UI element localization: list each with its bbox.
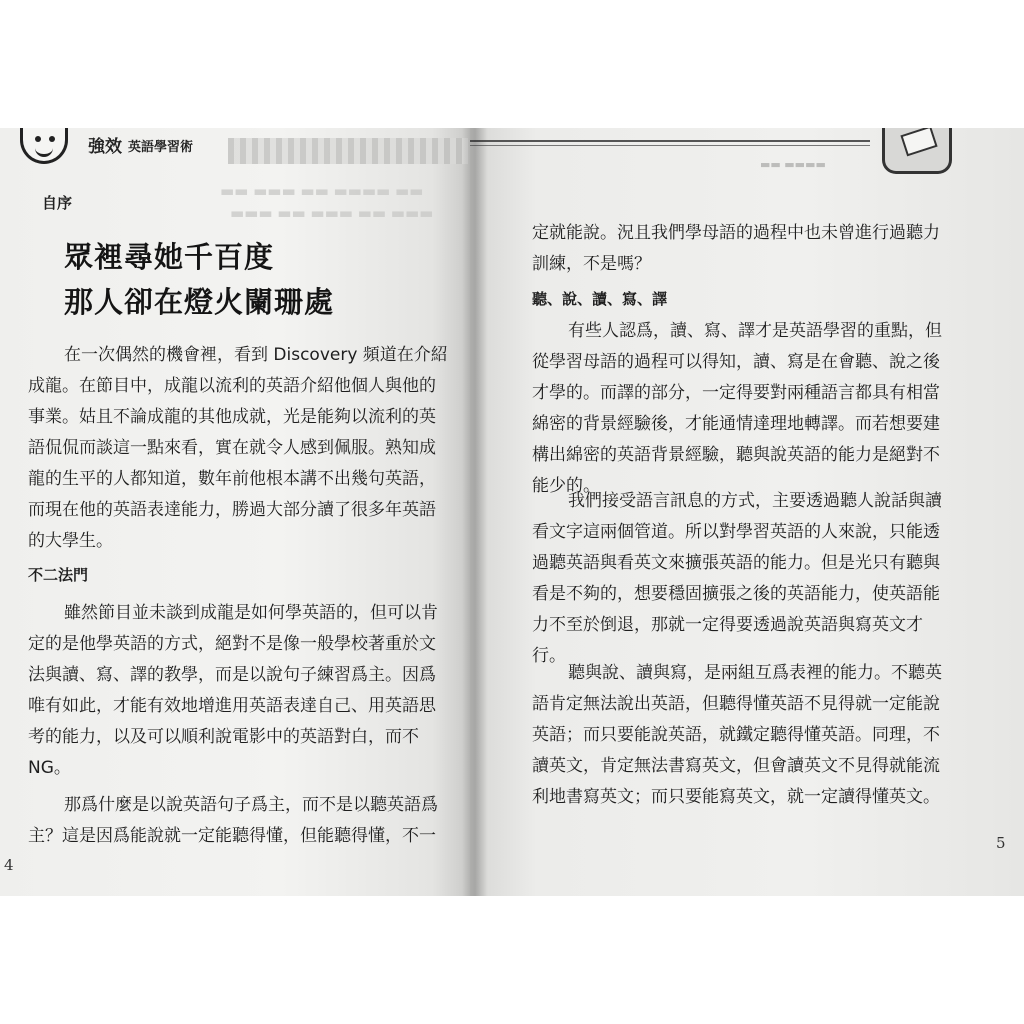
page-title-line-1: 眾裡尋她千百度 bbox=[64, 240, 275, 274]
text-line: 綿密的背景經驗後，才能通情達理地轉譯。而若想要建 bbox=[532, 414, 940, 434]
bleed-through-shadow: ▬▬ ▬▬▬ ▬▬ ▬▬▬▬ ▬▬ bbox=[220, 182, 424, 200]
page-number-left: 4 bbox=[4, 856, 14, 874]
paragraph-intro bbox=[28, 340, 458, 551]
text-line: 看文字這兩個管道。所以對學習英語的人來說，只能透 bbox=[532, 522, 940, 542]
mascot-mouth-icon bbox=[35, 146, 53, 157]
page-title-line-2: 那人卻在燈火闌珊處 bbox=[64, 285, 335, 319]
text-line: 我們接受語言訊息的方式，主要透過聽人說話與讀 bbox=[568, 491, 942, 511]
text-line: 成龍。在節目中，成龍以流利的英語介紹他個人與他的 bbox=[28, 376, 436, 396]
subheading: 聽、說、讀、寫、譯 bbox=[532, 290, 668, 308]
header-brand-title: 強效 bbox=[88, 137, 122, 157]
book-spread bbox=[0, 128, 1024, 896]
text-line: 看是不夠的，想要穩固擴張之後的英語能力，使英語能 bbox=[532, 584, 940, 604]
text-line: NG。 bbox=[28, 758, 71, 778]
mascot-eye-icon bbox=[49, 136, 55, 142]
header-rule-thin bbox=[470, 145, 870, 146]
text-line: 利地書寫英文；而只要能寫英文，就一定讀得懂英文。 bbox=[532, 787, 940, 807]
header-decorative-bar bbox=[228, 138, 468, 164]
smiley-mascot-icon bbox=[20, 128, 68, 164]
card-bookmark-icon bbox=[882, 128, 952, 174]
header-brand-subtitle: 英語學習術 bbox=[128, 140, 194, 155]
text-line: 力不至於倒退，那就一定得要透過說英語與寫英文才 bbox=[532, 615, 923, 635]
book-gutter-shadow bbox=[462, 128, 488, 896]
text-line: 構出綿密的英語背景經驗，聽與說英語的能力是絕對不 bbox=[532, 445, 940, 465]
background-surface bbox=[0, 896, 1024, 1024]
text-line: 雖然節目並未談到成龍是如何學英語的，但可以肯 bbox=[64, 603, 438, 623]
text-line: 語侃侃而談這一點來看，實在就令人感到佩服。熟知成 bbox=[28, 438, 436, 458]
text-line: 英語；而只要能說英語，就鐵定聽得懂英語。同理，不 bbox=[532, 725, 940, 745]
text-line: 定的是他學英語的方式，絕對不是像一般學校著重於文 bbox=[28, 634, 436, 654]
right-page bbox=[470, 128, 1024, 896]
text-line: 考的能力，以及可以順利說電影中的英語對白，而不 bbox=[28, 727, 419, 747]
text-line: 在一次偶然的機會裡，看到 Discovery 頻道在介紹 bbox=[64, 345, 448, 365]
text-line: 那爲什麼是以說英語句子爲主，而不是以聽英語爲 bbox=[64, 795, 438, 815]
section-label: 自序 bbox=[42, 194, 73, 212]
text-line: 能少的。 bbox=[532, 476, 600, 496]
text-line: 有些人認爲，讀、寫、譯才是英語學習的重點，但 bbox=[568, 321, 942, 341]
paragraph-channels bbox=[532, 486, 1012, 676]
page-number-right: 5 bbox=[996, 834, 1006, 852]
text-line: 過聽英語與看英文來擴張英語的能力。但是光只有聽與 bbox=[532, 553, 940, 573]
text-line: 讀英文，肯定無法書寫英文，但會讀英文不見得就能流 bbox=[532, 756, 940, 776]
subheading: 不二法門 bbox=[28, 566, 89, 584]
text-line: 唯有如此，才能有效地增進用英語表達自己、用英語思 bbox=[28, 696, 436, 716]
text-line: 的大學生。 bbox=[28, 531, 113, 551]
card-icon bbox=[900, 128, 937, 156]
paragraph-reason bbox=[28, 790, 458, 850]
text-line: 龍的生平的人都知道，數年前他根本講不出幾句英語， bbox=[28, 469, 436, 489]
text-line: 才學的。而譯的部分，一定得要對兩種語言都具有相當 bbox=[532, 383, 940, 403]
text-line: 定就能說。況且我們學母語的過程中也未曾進行過聽力 bbox=[532, 223, 940, 243]
text-line: 從學習母語的過程可以得知，讀、寫是在會聽、說之後 bbox=[532, 352, 940, 372]
text-line: 語肯定無法說出英語，但聽得懂英語不見得就一定能說 bbox=[532, 694, 940, 714]
bleed-through-shadow: ▬▬▬ ▬▬ ▬▬▬ ▬▬ ▬▬▬ bbox=[230, 204, 434, 222]
text-line: 行。 bbox=[532, 646, 566, 666]
paragraph-skills bbox=[532, 316, 1012, 496]
text-line: 訓練，不是嗎？ bbox=[532, 254, 651, 274]
left-page bbox=[0, 128, 470, 896]
paragraph-pairs bbox=[532, 658, 1022, 818]
bleed-through-shadow: ▬▬ ▬▬▬▬ bbox=[760, 158, 826, 171]
text-line: 事業。姑且不論成龍的其他成就，光是能夠以流利的英 bbox=[28, 407, 436, 427]
header-rule bbox=[470, 140, 870, 142]
paragraph-method bbox=[28, 598, 458, 778]
text-line: 聽與說、讀與寫，是兩組互爲表裡的能力。不聽英 bbox=[568, 663, 942, 683]
paragraph-continuation bbox=[532, 218, 1012, 278]
text-line: 法與讀、寫、譯的教學，而是以說句子練習爲主。因爲 bbox=[28, 665, 436, 685]
text-line: 而現在他的英語表達能力，勝過大部分讀了很多年英語 bbox=[28, 500, 436, 520]
left-page-header bbox=[0, 128, 470, 164]
text-line: 主？這是因爲能說就一定能聽得懂，但能聽得懂，不一 bbox=[28, 826, 436, 846]
mascot-eye-icon bbox=[35, 136, 41, 142]
